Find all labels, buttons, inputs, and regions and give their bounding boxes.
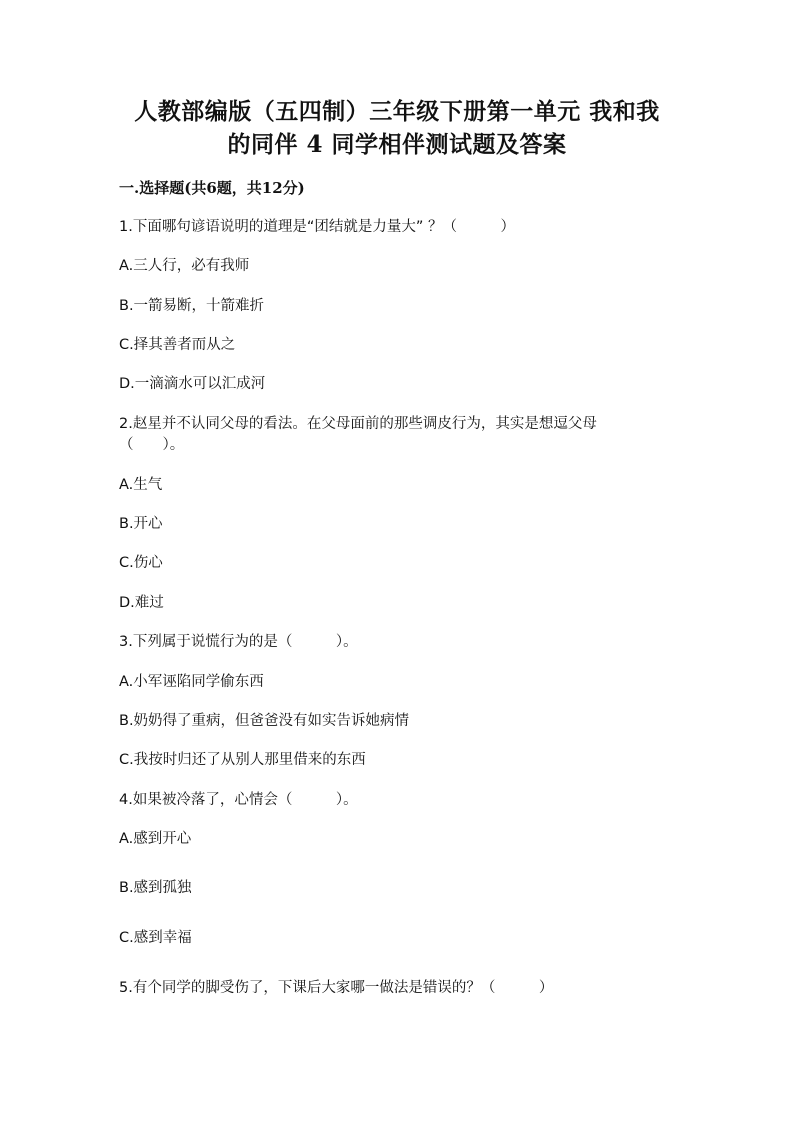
section-heading: 一.选择题(共6题，共12分) [119,179,305,197]
document-title-line-2: 的同伴 4 同学相伴测试题及答案 [227,131,567,158]
question-1-option-b: B.一箭易断，十箭难折 [119,298,265,314]
document-title-line-1: 人教部编版（五四制）三年级下册第一单元 我和我 [134,98,660,125]
question-4-option-a: A.感到开心 [119,831,192,847]
question-5-stem: 5.有个同学的脚受伤了，下课后大家哪一做法是错误的？（ ） [119,980,554,996]
question-2-option-a: A.生气 [119,477,163,493]
question-1-option-c: C.择其善者而从之 [119,337,236,353]
question-2-option-c: C.伤心 [119,555,163,571]
question-2-stem: 2.赵星并不认同父母的看法。在父母面前的那些调皮行为，其实是想逗父母 [119,416,597,432]
question-2-stem-continued: （ ）。 [119,437,185,453]
question-3-option-c: C.我按时归还了从别人那里借来的东西 [119,752,366,768]
question-4-stem: 4.如果被冷落了，心情会（ ）。 [119,792,358,808]
question-3-option-a: A.小军诬陷同学偷东西 [119,674,264,690]
question-1-option-d: D.一滴滴水可以汇成河 [119,376,266,392]
question-2-option-d: D.难过 [119,595,164,611]
question-4-option-c: C.感到幸福 [119,930,192,946]
question-1-option-a: A.三人行，必有我师 [119,258,250,274]
question-3-stem: 3.下列属于说慌行为的是（ ）。 [119,634,358,650]
question-2-option-b: B.开心 [119,516,163,532]
question-4-option-b: B.感到孤独 [119,880,192,896]
question-1-stem: 1.下面哪句谚语说明的道理是“团结就是力量大” ？（ ） [119,219,515,235]
question-3-option-b: B.奶奶得了重病，但爸爸没有如实告诉她病情 [119,713,410,729]
